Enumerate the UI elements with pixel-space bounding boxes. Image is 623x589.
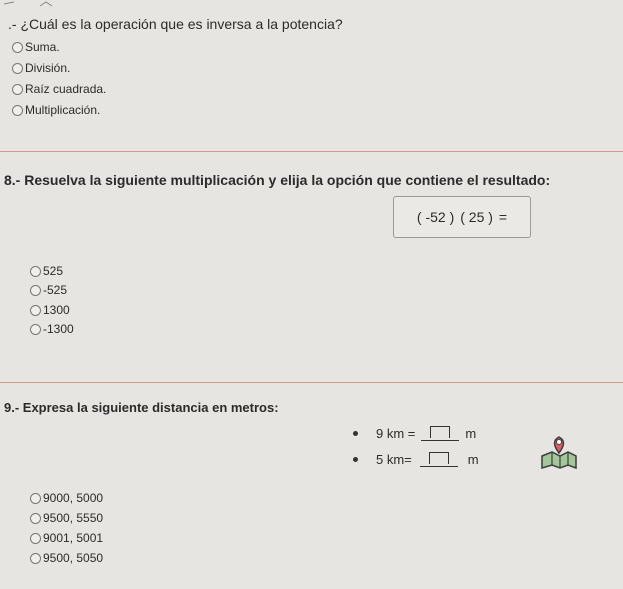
radio-button[interactable] — [12, 105, 23, 116]
option-label: División. — [25, 61, 71, 75]
radio-button[interactable] — [12, 42, 23, 53]
answer-blank[interactable] — [421, 426, 459, 441]
equation-row-1 — [353, 426, 476, 441]
factor-2: ( 25 ) — [460, 209, 493, 225]
q7-option-4[interactable] — [12, 103, 100, 117]
answer-blank[interactable] — [420, 452, 458, 467]
option-label: 9001, 5001 — [43, 531, 104, 545]
radio-button[interactable] — [30, 513, 41, 524]
q9-option-4[interactable] — [30, 551, 103, 565]
equation-unit: m — [467, 452, 479, 467]
option-label: -525 — [43, 283, 68, 297]
bullet-icon — [353, 431, 358, 436]
factor-1: ( -52 ) — [416, 209, 455, 225]
bullet-icon — [353, 457, 358, 462]
q8-option-4[interactable] — [30, 322, 74, 336]
q7-option-3[interactable] — [12, 82, 106, 96]
option-label: -1300 — [43, 322, 74, 336]
equation-left: 5 km= — [376, 452, 412, 467]
radio-button[interactable] — [12, 63, 23, 74]
radio-button[interactable] — [12, 84, 23, 95]
radio-button[interactable] — [30, 285, 41, 296]
q7-option-2[interactable] — [12, 61, 70, 75]
option-label: 9000, 5000 — [43, 491, 104, 505]
q9-option-2[interactable] — [30, 511, 103, 525]
map-pin-icon — [540, 432, 578, 470]
q7-option-1[interactable] — [12, 40, 60, 54]
multiplication-formula — [393, 196, 531, 238]
section-divider — [0, 382, 623, 383]
radio-button[interactable] — [30, 266, 41, 277]
option-label: 9500, 5050 — [43, 551, 104, 565]
radio-button[interactable] — [30, 493, 41, 504]
radio-button[interactable] — [30, 553, 41, 564]
equation-row-2 — [353, 452, 479, 467]
option-label: 9500, 5550 — [43, 511, 104, 525]
radio-button[interactable] — [30, 324, 41, 335]
option-label: Raíz cuadrada. — [25, 82, 107, 96]
cropped-top-edge — [0, 0, 623, 10]
question-8-title: 8.- Resuelva la siguiente multiplicación y elija la opción que contiene el resultado: — [4, 172, 551, 188]
q8-option-2[interactable] — [30, 283, 67, 297]
equation-unit: m — [465, 426, 477, 441]
q8-option-1[interactable] — [30, 264, 63, 278]
q9-option-3[interactable] — [30, 531, 103, 545]
section-divider — [0, 151, 623, 152]
option-label: Suma. — [25, 40, 60, 54]
equation-left: 9 km = — [376, 426, 416, 441]
question-7-title: .- ¿Cuál es la operación que es inversa a la potencia? — [8, 16, 343, 32]
option-label: 525 — [43, 264, 64, 278]
option-label: 1300 — [43, 303, 70, 317]
radio-button[interactable] — [30, 305, 41, 316]
q9-option-1[interactable] — [30, 491, 103, 505]
radio-button[interactable] — [30, 533, 41, 544]
question-9-title: 9.- Expresa la siguiente distancia en metros: — [4, 400, 279, 415]
equals-sign: = — [498, 209, 508, 225]
q8-option-3[interactable] — [30, 303, 70, 317]
option-label: Multiplicación. — [25, 103, 101, 117]
